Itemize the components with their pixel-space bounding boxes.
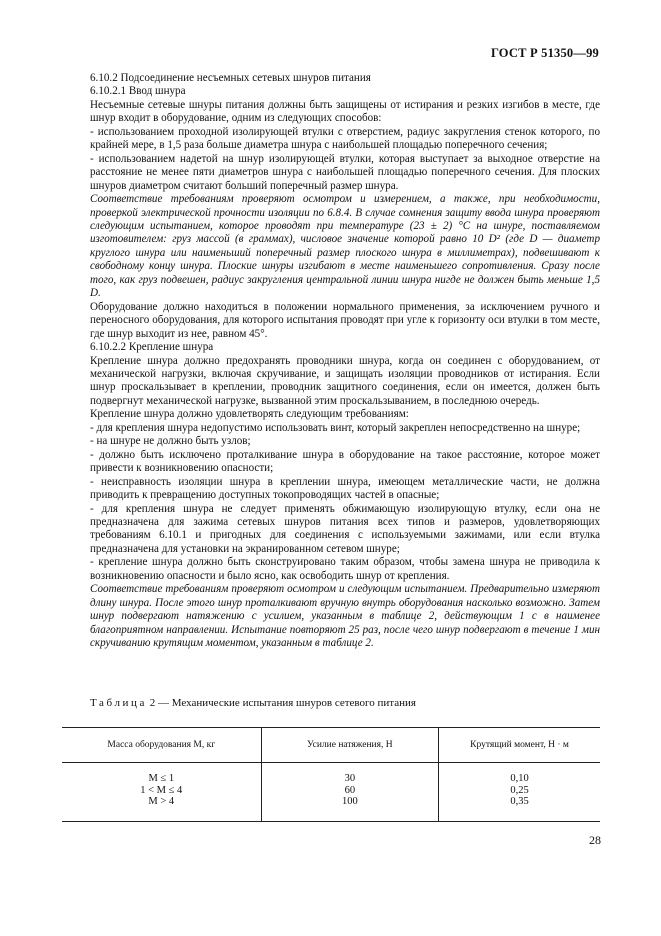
document-body: [90, 72, 600, 650]
page-number: 28: [589, 833, 601, 847]
compliance-paragraph: Соответствие требованиям проверяют осмотром и следующим испытанием. Предварительно измеряют длину шнура. После этого шнур проталкивают вручную внутрь оборудования насколько возможно. Затем шнур подвергают натяжению с усилием, указанным в таблице 2, действующим 1 с в наименее благоприятном направлении. Испытание повторяют 25 раз, после чего шнур подвергают в течение 1 мин скручиванию крутящим моментом, указанным в таблице 2.: [90, 583, 600, 650]
table-header-mass: Масса оборудования M, кг: [62, 728, 261, 763]
table-row: [62, 763, 600, 822]
list-item: - крепление шнура должно быть сконструировано таким образом, чтобы замена шнура не приводила к возникновению опасности и было ясно, как освободить шнур от крепления.: [90, 556, 600, 582]
compliance-paragraph: Соответствие требованиям проверяют осмотром и измерением, а также, при необходимости, проверкой электрической прочности изоляции по 6.8.4. В случае сомнения защиту ввода шнура проверяют следующим испытанием, которое проводят при температуре (23 ± 2) °С на шнуре, поставляемом изготовителем: груз массой (в граммах), числовое значение которой равно 10 D² (где D — диаметр круглого шнура или наименьший поперечный размер плоского шнура в миллиметрах), подвешивают к свободному концу шнура. Плоские шнуры изгибают в месте наименьшего сопротивления. Сразу после того, как груз подвешен, радиус закругления центральной линии шнура нигде не должен быть меньше 1,5 D.: [90, 193, 600, 300]
table-caption: [90, 697, 416, 709]
table-cell: 0,25: [510, 784, 529, 796]
paragraph: Крепление шнура должно удовлетворять следующим требованиям:: [90, 408, 409, 421]
table-cell-mass: [62, 763, 261, 822]
table-cell: M ≤ 1: [148, 773, 175, 784]
table-cell: 0,10: [510, 773, 529, 784]
list-item: - для крепления шнура не следует применять обжимающую изолирующую втулку, если она не предназначена для зажима сетевых шнуров питания всех типов и размеров, удовлетворяющих требованиям 6.10.1 и пригодных для соединения с используемыми зажимами, или если втулка предназначена для установки на экранированном сетевом шнуре;: [90, 502, 600, 555]
table-caption-word: Таблица: [90, 697, 147, 709]
table-header-force: Усилие натяжения, Н: [261, 728, 439, 763]
clause-heading-6-10-2-2: 6.10.2.2 Крепление шнура: [90, 341, 214, 354]
list-item: - для крепления шнура недопустимо использовать винт, который закреплен непосредственно на шнуре;: [90, 421, 581, 434]
clause-heading-6-10-2: 6.10.2 Подсоединение несъемных сетевых шнуров питания: [90, 72, 371, 84]
paragraph: Крепление шнура должно предохранять проводники шнура, когда он соединен с оборудованием, от механической нагрузки, включая скручивание, и защищать изоляции проводников от истирания. Если шнур проскальзывает в креплении, проводник защитного соединения, если он имеется, должен быть подвергнут механической нагрузке, вызванной этим проскальзыванием, в последнюю очередь.: [90, 354, 600, 407]
list-item: - неисправность изоляции шнура в креплении шнура, имеющем металлические части, не должна приводить к превращению доступных токопроводящих частей в опасные;: [90, 475, 600, 502]
mechanical-test-table: [62, 727, 600, 822]
table-cell: 60: [344, 784, 356, 796]
paragraph: Оборудование должно находиться в положении нормального применения, за исключением ручного и переносного оборудования, для которого испытания проводят при угле к горизонту оси втулки в том месте, где шнур выходит из нее, равном 45°.: [90, 300, 600, 340]
paragraph: Несъемные сетевые шнуры питания должны быть защищены от истирания и резких изгибов в месте, где шнур входит в оборудование, одним из следующих способов:: [90, 98, 600, 125]
table-cell: 0,35: [510, 796, 529, 807]
table-cell: M > 4: [148, 796, 175, 807]
table-caption-text: 2 — Механические испытания шнуров сетевого питания: [149, 697, 416, 709]
list-item: - использованием проходной изолирующей втулки с отверстием, радиус закругления стенок которого, по крайней мере, в 1,5 раза больше диаметра шнура с наибольшей площадью поперечного сечения;: [90, 125, 600, 152]
table-cell: 100: [341, 796, 358, 807]
list-item: - должно быть исключено проталкивание шнура в оборудование на такое расстояние, которое может привести к возникновению опасности;: [90, 448, 600, 475]
table-cell-torque: [439, 763, 600, 822]
list-item: - использованием надетой на шнур изолирующей втулки, которая выступает за выходное отверстие на расстояние не менее пяти диаметров шнура с наибольшей площадью поперечного сечения. Для плоских шнуров диаметром считают больший поперечный размер шнура.: [90, 152, 600, 192]
table-cell-force: [261, 763, 439, 822]
table-cell: 30: [344, 773, 356, 784]
list-item: - на шнуре не должно быть узлов;: [90, 435, 251, 448]
clause-heading-6-10-2-1: 6.10.2.1 Ввод шнура: [90, 85, 186, 98]
standard-number: ГОСТ Р 51350—99: [490, 46, 599, 60]
table-header-row: [62, 728, 600, 763]
table-header-torque: Крутящий момент, Н · м: [439, 728, 600, 763]
table-cell: 1 < M ≤ 4: [140, 784, 183, 796]
